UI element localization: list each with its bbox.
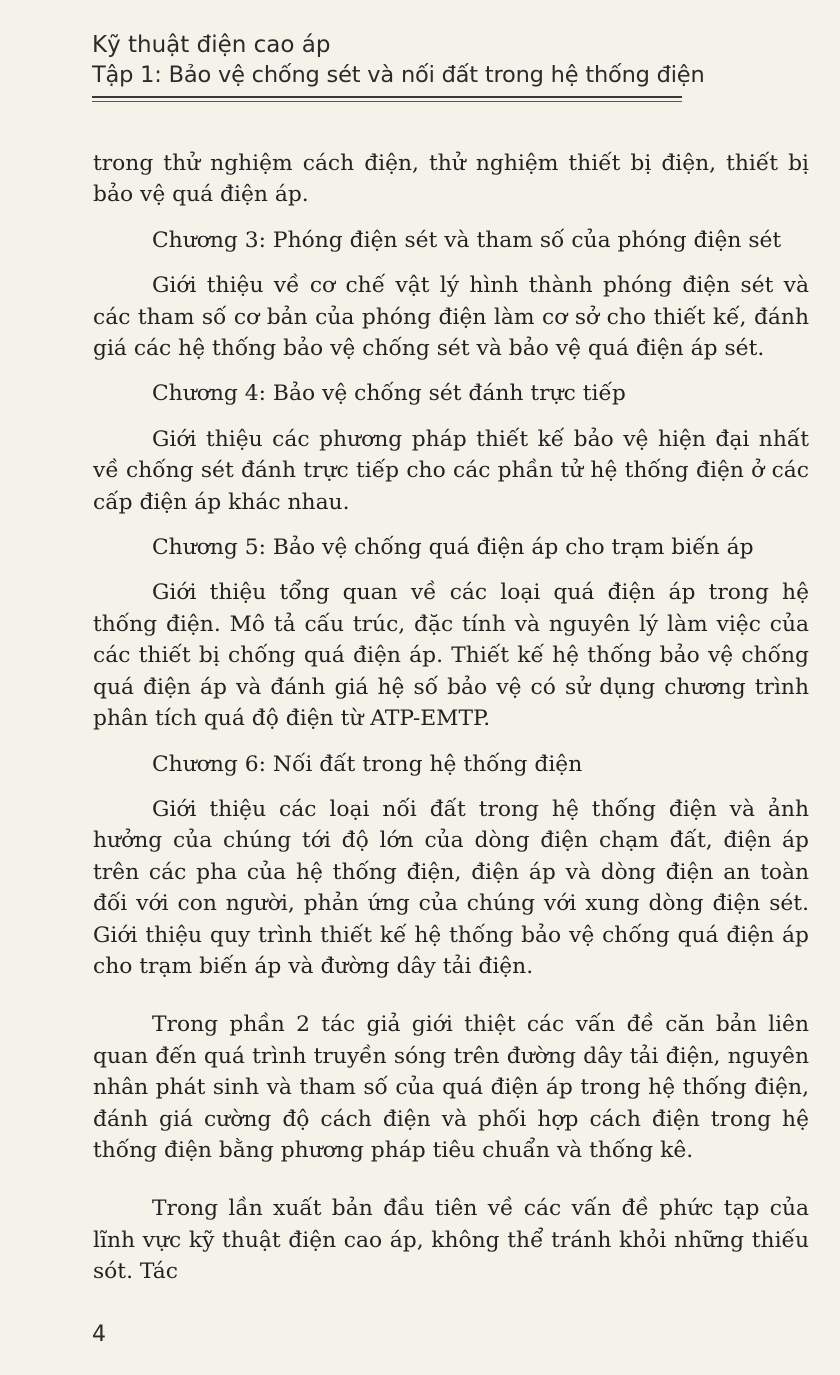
chapter-heading-3: Chương 3: Phóng điện sét và tham số của phóng điện sét [152,227,782,253]
running-header [92,30,705,90]
body-text [93,148,809,1302]
volume-title: Tập 1: Bảo vệ chống sét và nối đất trong hệ thống điện [92,62,705,88]
page-number: 4 [92,1322,106,1347]
closing-paragraph: Trong lần xuất bản đầu tiên về các vấn đề phức tạp của lĩnh vực kỹ thuật điện cao áp, không thể tránh khỏi những thiếu sót. Tác [93,1196,809,1285]
chapter-heading-5: Chương 5: Bảo vệ chống quá điện áp cho trạm biến áp [152,535,754,561]
chapter-5-description: Giới thiệu tổng quan về các loại quá điện áp trong hệ thống điện. Mô tả cấu trúc, đặc tính và nguyên lý làm việc của các thiết bị chống quá điện áp. Thiết kế hệ thống bảo vệ chống quá điện áp và đánh giá hệ số bảo vệ có sử dụng chương trình phân tích quá độ điện từ ATP-EMTP. [93,580,809,732]
chapter-heading-6: Chương 6: Nối đất trong hệ thống điện [152,751,583,777]
book-title: Kỹ thuật điện cao áp [92,32,331,58]
chapter-6-description: Giới thiệu các loại nối đất trong hệ thống điện và ảnh hưởng của chúng tới độ lớn của dòng điện chạm đất, điện áp trên các pha của hệ thống điện, điện áp và dòng điện an toàn đối với con người, phản ứng của chúng với xung dòng điện sét. Giới thiệu quy trình thiết kế hệ thống bảo vệ chống quá điện áp cho trạm biến áp và đường dây tải điện. [93,796,809,979]
paragraph-continuation: trong thử nghiệm cách điện, thử nghiệm thiết bị điện, thiết bị bảo vệ quá điện áp. [93,151,809,208]
chapter-heading-4: Chương 4: Bảo vệ chống sét đánh trực tiếp [152,381,626,407]
chapter-3-description: Giới thiệu về cơ chế vật lý hình thành phóng điện sét và các tham số cơ bản của phóng điện làm cơ sở cho thiết kế, đánh giá các hệ thống bảo vệ chống sét và bảo vệ quá điện áp sét. [93,273,809,362]
header-divider [92,96,682,102]
part-2-summary: Trong phần 2 tác giả giới thiệt các vấn đề căn bản liên quan đến quá trình truyền sóng trên đường dây tải điện, nguyên nhân phát sinh và tham số của quá điện áp trong hệ thống điện, đánh giá cường độ cách điện và phối hợp cách điện trong hệ thống điện bằng phương pháp tiêu chuẩn và thống kê. [93,1012,809,1163]
chapter-4-description: Giới thiệu các phương pháp thiết kế bảo vệ hiện đại nhất về chống sét đánh trực tiếp cho các phần tử hệ thống điện ở các cấp điện áp khác nhau. [93,426,809,515]
